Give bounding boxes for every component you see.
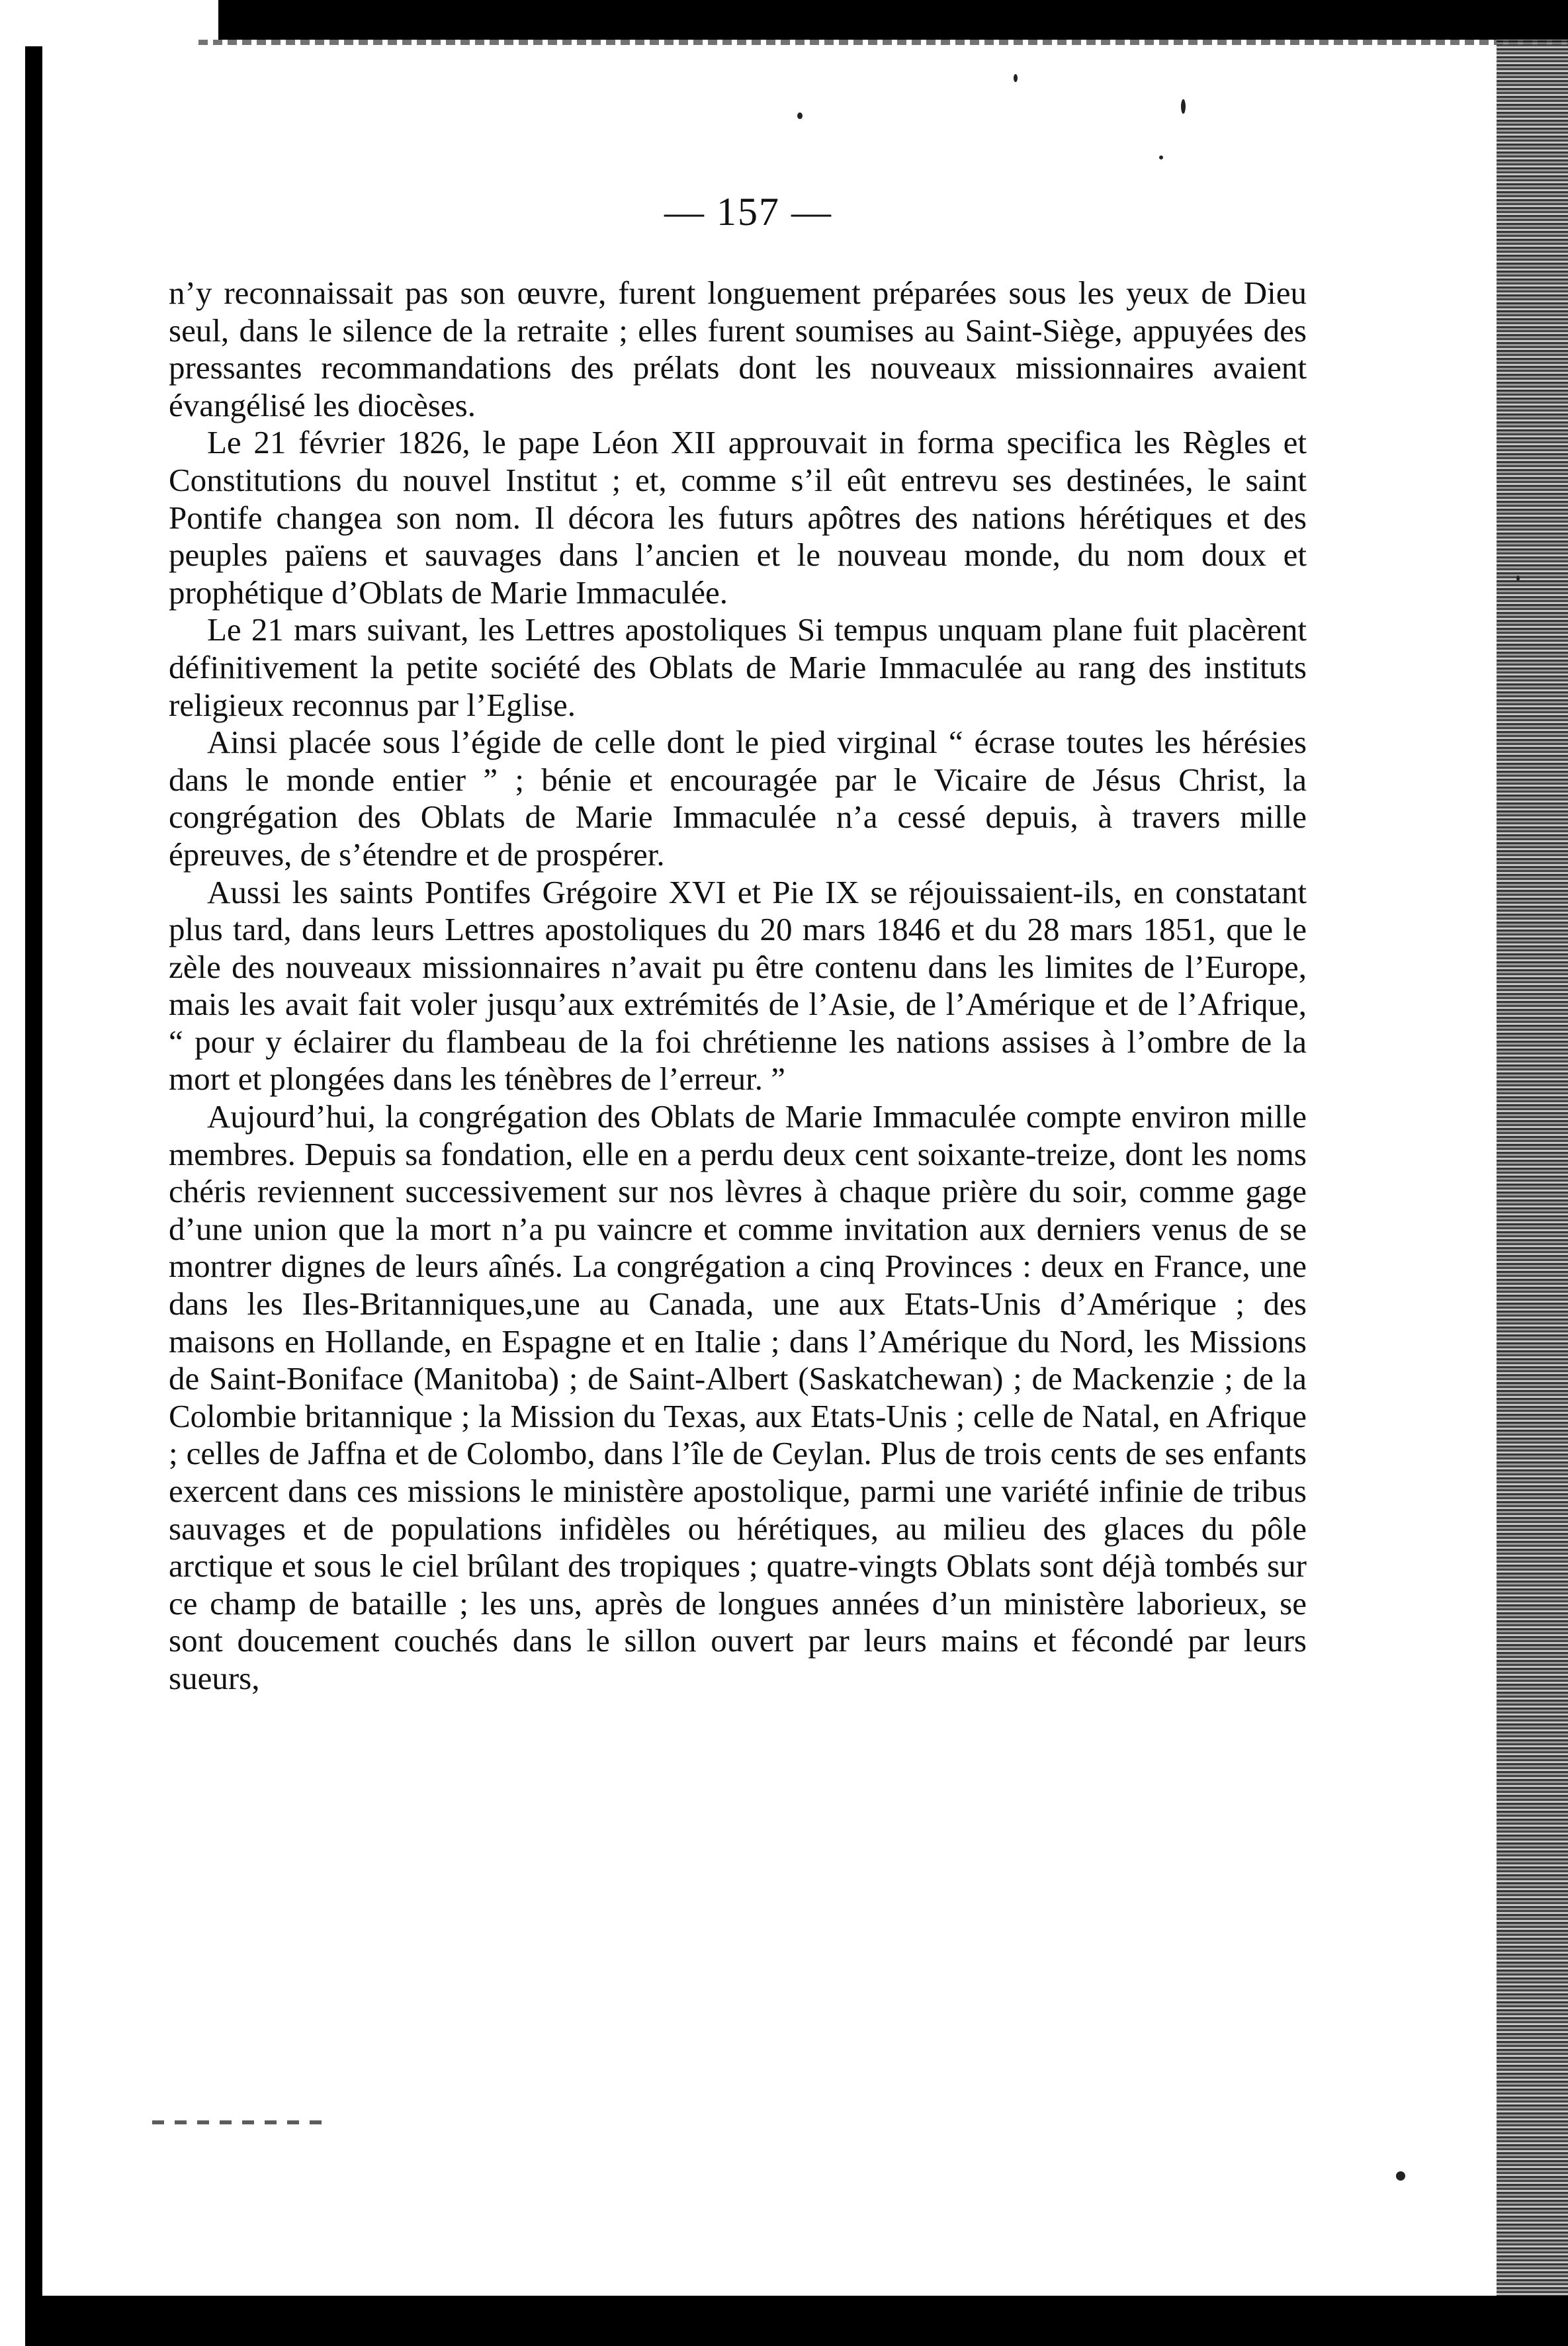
scan-border-right [1497, 40, 1568, 2309]
scan-speck [1396, 2171, 1405, 2181]
paragraph: Aujourd’hui, la congrégation des Oblats de Marie Immaculée compte environ mille membres. Depuis sa fondation, elle en a perdu deux cent soixante-treize, dont les noms chéris reviennent successivement sur nos lèvres à chaque prière du soir, comme gage d’une union que la mort n’a pu vaincre et comme invitation aux derniers venus de se montrer dignes de leurs aînés. La congrégation a cinq Provinces : deux en France, une dans les Iles-Britanniques,une au Canada, une aux Etats-Unis d’Amérique ; des maisons en Hollande, en Espagne et en Italie ; dans l’Amérique du Nord, les Missions de Saint-Boniface (Manitoba) ; de Saint-Albert (Saskatchewan) ; de Mackenzie ; de la Colombie britannique ; la Mission du Texas, aux Etats-Unis ; celle de Natal, en Afrique ; celles de Jaffna et de Colombo, dans l’île de Ceylan. Plus de trois cents de ses enfants exercent dans ces missions le ministère apostolique, parmi une variété infinie de tribus sauvages et de populations infidèles ou hérétiques, au milieu des glaces du pôle arctique et sous le ciel brûlant des tropiques ; quatre-vingts Oblats sont déjà tombés sur ce champ de bataille ; les uns, après de longues années d’un ministère laborieux, se sont doucement couchés dans le sillon ouvert par leurs mains et fécondé par leurs sueurs, [169, 1098, 1307, 1696]
paragraph: Aussi les saints Pontifes Grégoire XVI et Pie IX se réjouissaient-ils, en constatant plus tard, dans leurs Lettres apostoliques du 20 mars 1846 et du 28 mars 1851, que le zèle des nouveaux missionnaires n’avait pu être contenu dans les limites de l’Europe, mais les avait fait voler jusqu’aux extrémités de l’Asie, de l’Amérique et de l’Afrique, “ pour y éclairer du flambeau de la foi chrétienne les nations assises à l’ombre de la mort et plongées dans les ténèbres de l’erreur. ” [169, 873, 1307, 1098]
scan-border-left [25, 46, 42, 2346]
paragraph: Ainsi placée sous l’égide de celle dont le pied virginal “ écrase toutes les hérésies dans le monde entier ” ; bénie et encouragée par le Vicaire de Jésus Christ, la congrégation des Oblats de Marie Immaculée n’a cessé depuis, à travers mille épreuves, de s’étendre et de prospérer. [169, 724, 1307, 873]
scan-speck [1516, 576, 1520, 581]
scan-speck [797, 112, 803, 119]
scan-border-top-edge [198, 40, 1568, 45]
scan-speck [1014, 74, 1018, 82]
page-number: — 157 — [664, 190, 832, 234]
paragraph: Le 21 février 1826, le pape Léon XII approuvait in forma specifica les Règles et Constitutions du nouvel Institut ; et, comme s’il eût entrevu ses destinées, le saint Pontife changea son nom. Il décora les futurs apôtres des nations hérétiques et des peuples païens et sauvages dans l’ancien et le nouveau monde, du nom doux et prophétique d’Oblats de Marie Immaculée. [169, 424, 1307, 611]
scan-speck [1181, 99, 1186, 114]
footer-dash-rule [152, 2120, 324, 2124]
scan-border-bottom [42, 2296, 1568, 2346]
paragraph: Le 21 mars suivant, les Lettres apostoliques Si tempus unquam plane fuit placèrent définitivement la petite société des Oblats de Marie Immaculée au rang des instituts religieux reconnus par l’Eglise. [169, 611, 1307, 723]
paragraph: n’y reconnaissait pas son œuvre, furent longuement préparées sous les yeux de Dieu seul, dans le silence de la retraite ; elles furent soumises au Saint-Siège, appuyées des pressantes recommandations des prélats dont les nouveaux missionnaires avaient évangélisé les diocèses. [169, 275, 1307, 423]
scan-border-top [218, 0, 1568, 40]
scan-speck [1159, 155, 1163, 159]
body-text [169, 275, 1307, 2180]
